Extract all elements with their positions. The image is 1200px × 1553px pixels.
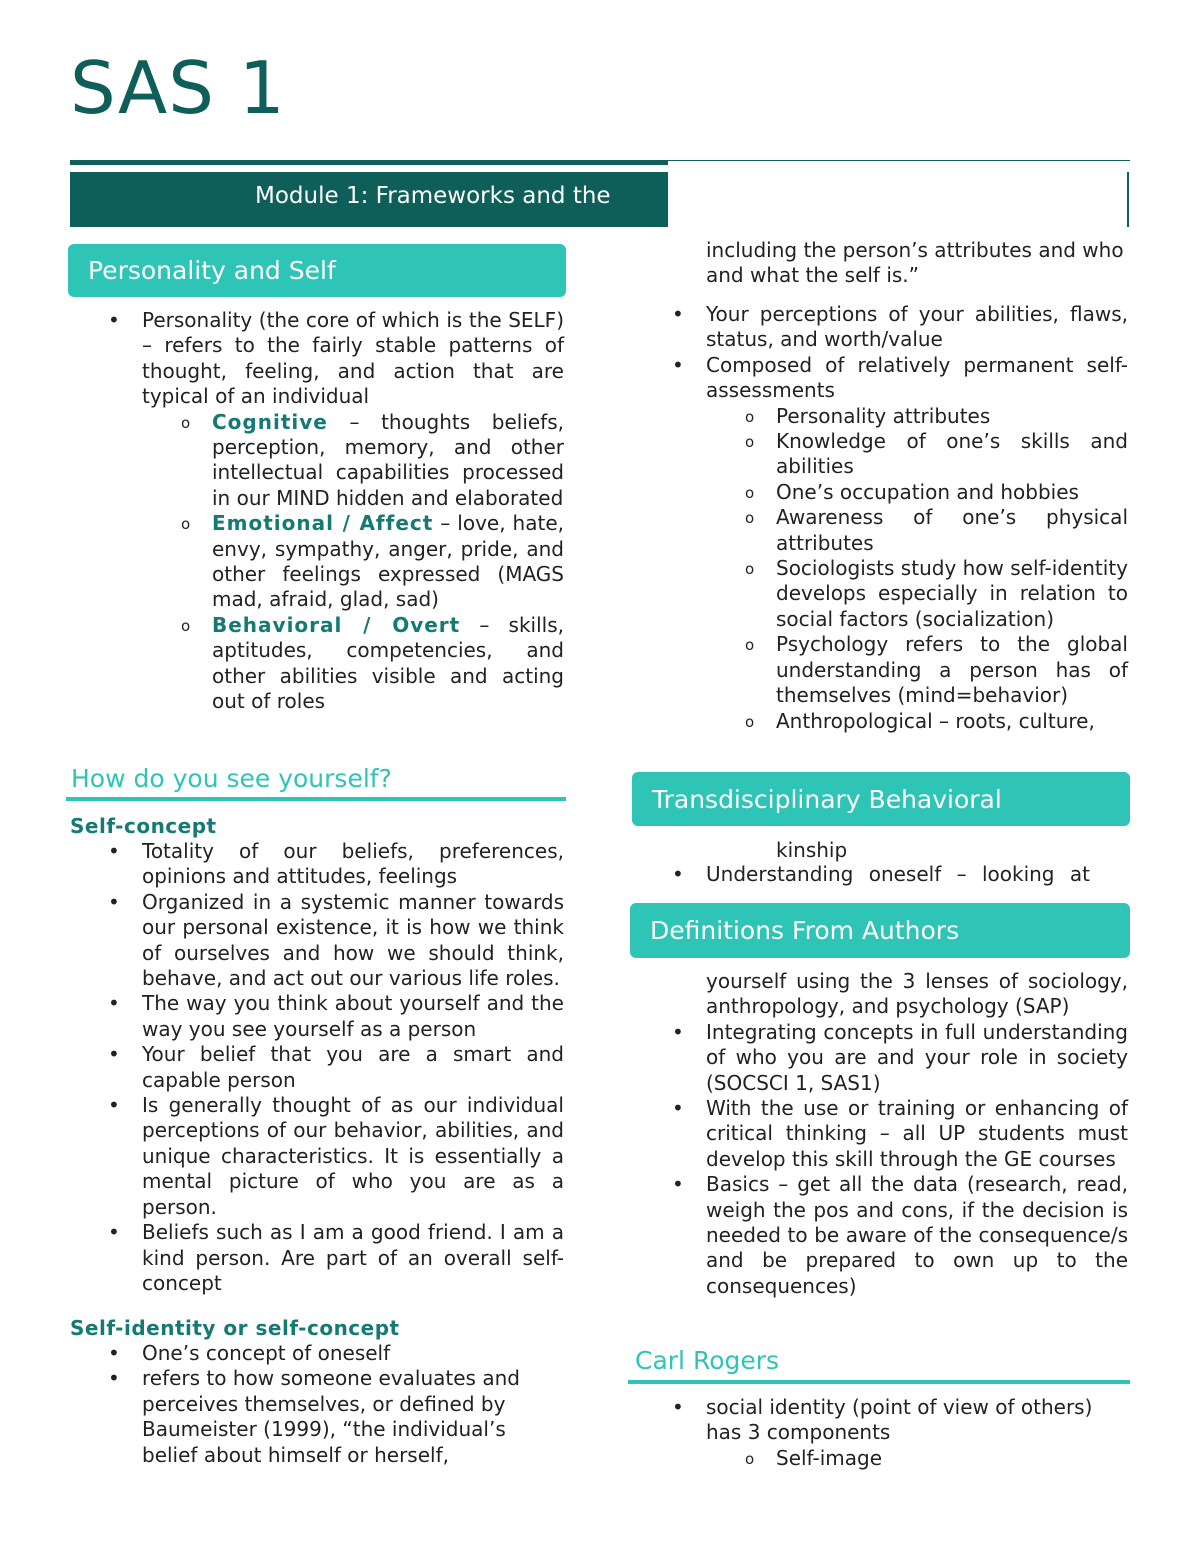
personality-subitem (212, 511, 564, 613)
section-banner-definitions (630, 903, 1130, 958)
self-identity-list (142, 1341, 564, 1468)
rogers-sublist (776, 1446, 1128, 1471)
term-cognitive-desc: – thoughts beliefs, perception, memory, and other intellectual capabilities processed in our MIND hidden and elaborated (212, 409, 564, 510)
self-identity-item: • One’s concept of oneself (142, 1341, 564, 1366)
heading-carl-rogers: Carl Rogers (635, 1346, 780, 1375)
term-behavioral: Behavioral / Overt (212, 612, 461, 637)
term-emotional: Emotional / Affect (212, 511, 434, 536)
rogers-item: • social identity (point of view of others) has 3 components (706, 1395, 1128, 1446)
self-concept-item: • Totality of our beliefs, preferences, opinions and attitudes, feelings (142, 839, 564, 890)
document-title: SAS 1 (70, 46, 286, 130)
section-banner-transdisciplinary (632, 772, 1130, 826)
section-banner-label: Personality and Self (88, 256, 336, 285)
section-banner-label: Definitions From Authors (650, 916, 960, 945)
definition-item: • With the use or training or enhancing of critical thinking – all UP students must develop this skill through the GE courses (706, 1096, 1128, 1172)
module-title: Module 1: Frameworks and the (255, 183, 611, 209)
assessment-sublist (776, 404, 1128, 734)
continuation-text: including the person’s attributes and who and what the self is.” (706, 238, 1124, 288)
understanding-item: • Understanding oneself – looking at (706, 862, 1128, 887)
lenses-text: yourself using the 3 lenses of sociology, anthropology, and psychology (SAP) (706, 969, 1128, 1019)
right-list-1 (706, 302, 1128, 734)
perception-item: • Composed of relatively permanent self-assessments (706, 353, 1128, 404)
assessment-subitem: o One’s occupation and hobbies (776, 480, 1128, 505)
label-self-identity: Self-identity or self-concept (70, 1316, 400, 1340)
assessment-subitem: o Sociologists study how self-identity develops especially in relation to social factors (socialization) (776, 556, 1128, 632)
kinship-line (776, 838, 1128, 863)
perception-item: • Your perceptions of your abilities, flaws, status, and worth/value (706, 302, 1128, 353)
understanding-line (706, 862, 1128, 887)
assessment-subitem: o Psychology refers to the global understanding a person has of themselves (mind=behavior) (776, 632, 1128, 708)
term-cognitive: Cognitive (212, 409, 328, 434)
label-self-concept: Self-concept (70, 814, 217, 838)
right-continuation (706, 238, 1128, 289)
right-list-2 (706, 969, 1128, 1299)
personality-subitem (212, 613, 564, 715)
assessment-subitem: o Awareness of one’s physical attributes (776, 505, 1128, 556)
heading-rule (66, 797, 566, 801)
assessment-subitem: o Knowledge of one’s skills and abilities (776, 429, 1128, 480)
term-behavioral-desc: – skills, aptitudes, competencies, and other abilities visible and acting out of roles (212, 612, 564, 714)
self-identity-item: • refers to how someone evaluates and perceives themselves, or defined by Baumeister (1999), “the individual’s belief about himself or herself, (142, 1366, 564, 1468)
section-banner-personality (68, 244, 566, 297)
term-emotional-desc: – love, hate, envy, sympathy, anger, pride, and other feelings expressed (MAGS mad, afraid, glad, sad) (212, 511, 564, 612)
self-concept-item: • Organized in a systemic manner towards our personal existence, it is how we think of ourselves and how we should think, behave, and act out our various life roles. (142, 890, 564, 992)
module-bar-end (1127, 172, 1129, 227)
self-concept-item: • Beliefs such as I am a good friend. I am a kind person. Are part of an overall self-concept (142, 1220, 564, 1296)
personality-bullet: • Personality (the core of which is the SELF) – refers to the fairly stable patterns of thought, feeling, and action that are typical of an individual (142, 308, 564, 410)
personality-sublist (212, 410, 564, 715)
kinship-text: kinship (776, 838, 848, 862)
module-bar (70, 172, 668, 227)
heading-rule (628, 1380, 1130, 1384)
rogers-subitem: o Self-image (776, 1446, 1128, 1471)
definition-item: • Integrating concepts in full understanding of who you are and your role in society (SOCSCI 1, SAS1) (706, 1020, 1128, 1096)
header-rule-accent (70, 160, 668, 165)
self-concept-item: • Is generally thought of as our individual perceptions of our behavior, abilities, and unique characteristics. It is essentially a mental picture of who you are as a person. (142, 1093, 564, 1220)
heading-how-do-you-see-yourself: How do you see yourself? (71, 764, 392, 793)
self-concept-item: • Your belief that you are a smart and capable person (142, 1042, 564, 1093)
section-banner-label: Transdisciplinary Behavioral (652, 784, 1002, 814)
personality-block (142, 308, 564, 715)
self-concept-item: • The way you think about yourself and the way you see yourself as a person (142, 991, 564, 1042)
personality-subitem (212, 410, 564, 512)
self-concept-list (142, 839, 564, 1296)
assessment-subitem: o Personality attributes (776, 404, 1128, 429)
right-list-3 (706, 1395, 1128, 1471)
assessment-subitem: o Anthropological – roots, culture, (776, 709, 1128, 734)
definition-item: • Basics – get all the data (research, read, weigh the pos and cons, if the decision is needed to be aware of the consequence/s and be prepared to own up to the consequences) (706, 1172, 1128, 1299)
